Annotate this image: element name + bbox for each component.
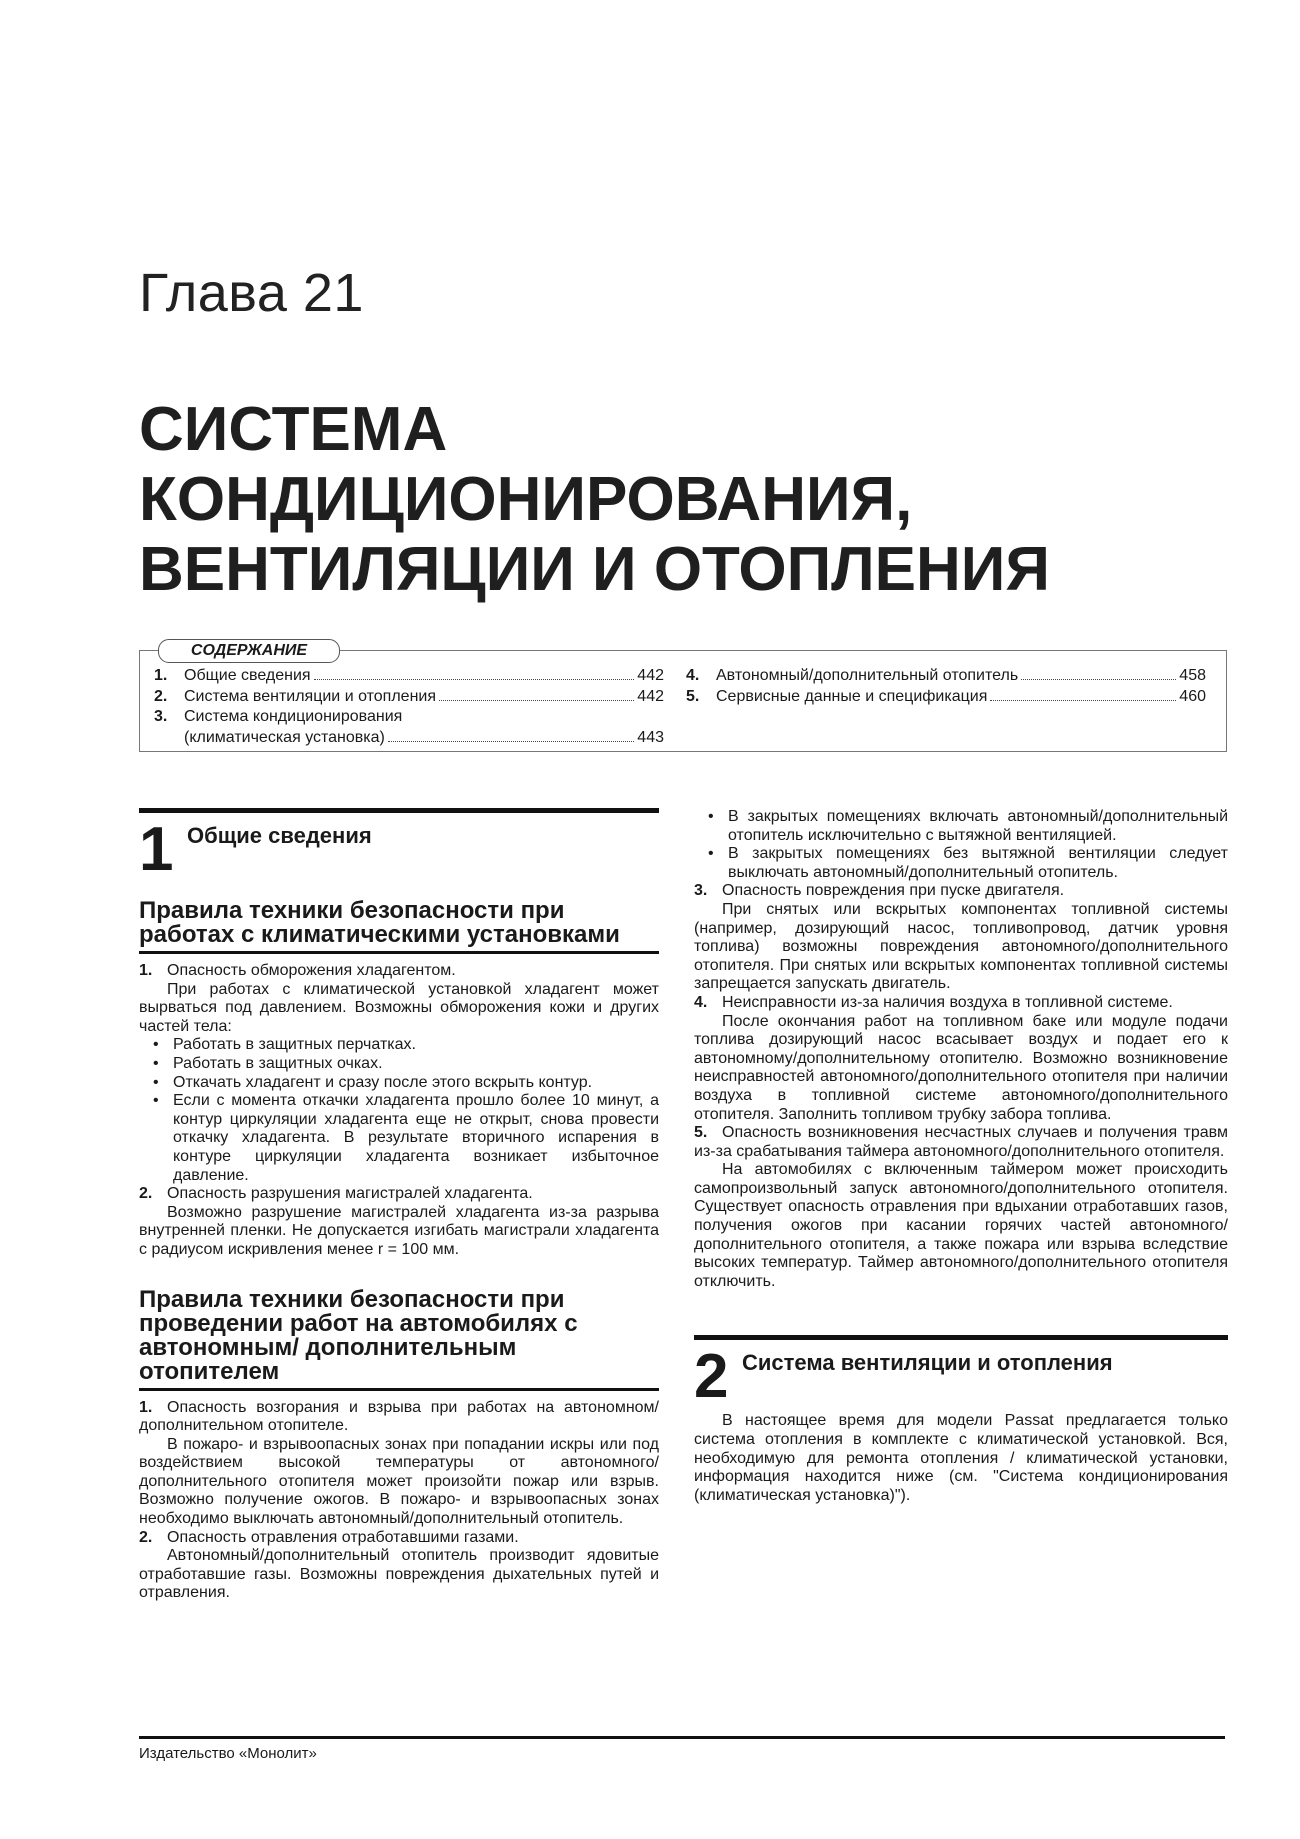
left-column [139,808,659,1603]
section-number: 1 [139,815,174,884]
paragraph: На автомобилях с включенным таймером может происходить самопроизвольный запуск автономного/дополнительного отопителя. Существует опасность отравления при вдыхании отработавших газов, получения ожогов при касании горячих частей автономного/дополнительного отопителя, а также пожара или взрыва вследствие высоких температур. Таймер автономного/дополнительного отопителя отключить. [694,1161,1228,1290]
bullet-item: • Если с момента откачки хладагента прошло более 10 минут, а контур циркуляции хладагента еще не открыт, снова провести откачку хладагента. В результате вторичного испарения в контуре циркуляции хладагента возникает избыточное давление. [139,1092,659,1185]
bullet-item: • Работать в защитных очках. [139,1055,659,1074]
numbered-item: 4. Неисправности из-за наличия воздуха в топливной системе. [694,993,1173,1011]
title-line: СИСТЕМА [139,395,448,464]
numbered-item: 1. Опасность возгорания и взрыва при работах на автономном/дополнительном отопителе. [139,1398,659,1435]
bullet-item: • Откачать хладагент и сразу после этого вскрыть контур. [139,1074,659,1093]
footer-publisher: Издательство «Монолит» [139,1736,1225,1762]
section-title: Общие сведения [187,823,372,848]
bullet-item: • В закрытых помещениях без вытяжной вентиляции следует выключать автономный/дополнительный отопитель. [694,845,1228,882]
toc-column-right [686,665,1206,707]
toc-label: СОДЕРЖАНИЕ [158,639,340,663]
toc-item[interactable]: 3. Система кондиционирования [154,708,403,725]
paragraph: При снятых или вскрытых компонентах топливной системы (например, дозирующий насос, топливопровод, датчик уровня топлива) возможны повреждения автономного/дополнительного отопителя. При снятых или вскрытых компонентах топливной системы запрещается запускать двигатель. [694,900,1228,993]
table-of-contents [139,642,1227,752]
subsection-heading: Правила техники безопасности при работах с климатическими установками [139,899,659,954]
numbered-item: 3. Опасность повреждения при пуске двигателя. [694,882,1065,900]
chapter-label: Глава 21 [139,263,364,323]
section-heading [694,1335,1228,1412]
title-line: ВЕНТИЛЯЦИИ И ОТОПЛЕНИЯ [139,535,1050,604]
numbered-item: 5. Опасность возникновения несчастных случаев и получения травм из-за срабатывания таймера автономного/дополнительного отопителя. [694,1124,1228,1160]
section-title: Система вентиляции и отопления [742,1350,1113,1376]
subsection-heading: Правила техники безопасности при проведении работ на автомобилях с автономным/ дополнительным отопителем [139,1288,659,1391]
bullet-item: • В закрытых помещениях включать автономный/дополнительный отопитель исключительно с вытяжной вентиляцией. [694,808,1228,845]
title-line: КОНДИЦИОНИРОВАНИЯ, [139,465,913,534]
toc-item[interactable]: 1. Общие сведения 442 [154,667,664,684]
paragraph: В настоящее время для модели Passat предлагается только система отопления в комплекте с климатической установкой. Вся, необходимую для ремонта отопления / климатической установки, информация находится ниже (см. "Система кондиционирования (климатическая установка)"). [694,1412,1228,1504]
toc-item[interactable]: 5. Сервисные данные и спецификация 460 [686,688,1206,705]
right-column [694,808,1228,1505]
numbered-item: 2. Опасность отравления отработавшими газами. [139,1528,519,1546]
chapter-title [139,395,1249,605]
toc-item[interactable]: 2. Система вентиляции и отопления 442 [154,688,664,705]
toc-item[interactable]: 4. Автономный/дополнительный отопитель 458 [686,667,1206,684]
section-heading [139,808,659,885]
toc-item-continuation[interactable]: (климатическая установка) 443 [184,729,664,746]
paragraph: В пожаро- и взрывоопасных зонах при попадании искры или под воздействием высокой температуры от автономного/дополнительного отопителя может произойти пожар или взрыв. Возможно получение ожогов. В пожаро- и взрывоопасных зонах необходимо выключать автономный/дополнительный отопитель. [139,1435,659,1528]
bullet-item: • Работать в защитных перчатках. [139,1036,659,1055]
paragraph: Возможно разрушение магистралей хладагента из-за разрыва внутренней пленки. Не допускается изгибать магистрали хладагента с радиусом искривления менее r = 100 мм. [139,1203,659,1258]
paragraph: Автономный/дополнительный отопитель производит ядовитые отработавшие газы. Возможны повреждения дыхательных путей и отравления. [139,1547,659,1602]
paragraph: После окончания работ на топливном баке или модуле подачи топлива дозирующий насос всасывает воздух и подает его к автономному/дополнительному отопителю. Возможно возникновение неисправностей автономного/дополнительного отопителя при наличии воздуха в топливной системе автономного/дополнительного отопителя. Заполнить топливом трубку забора топлива. [694,1012,1228,1123]
numbered-item: 1. Опасность обморожения хладагентом. [139,962,456,979]
toc-column-left [154,665,664,748]
numbered-item: 2. Опасность разрушения магистралей хладагента. [139,1185,533,1203]
section-number: 2 [694,1342,729,1412]
paragraph: При работах с климатической установкой хладагент может вырваться под давлением. Возможны обморожения кожи и других частей тела: [139,980,659,1035]
